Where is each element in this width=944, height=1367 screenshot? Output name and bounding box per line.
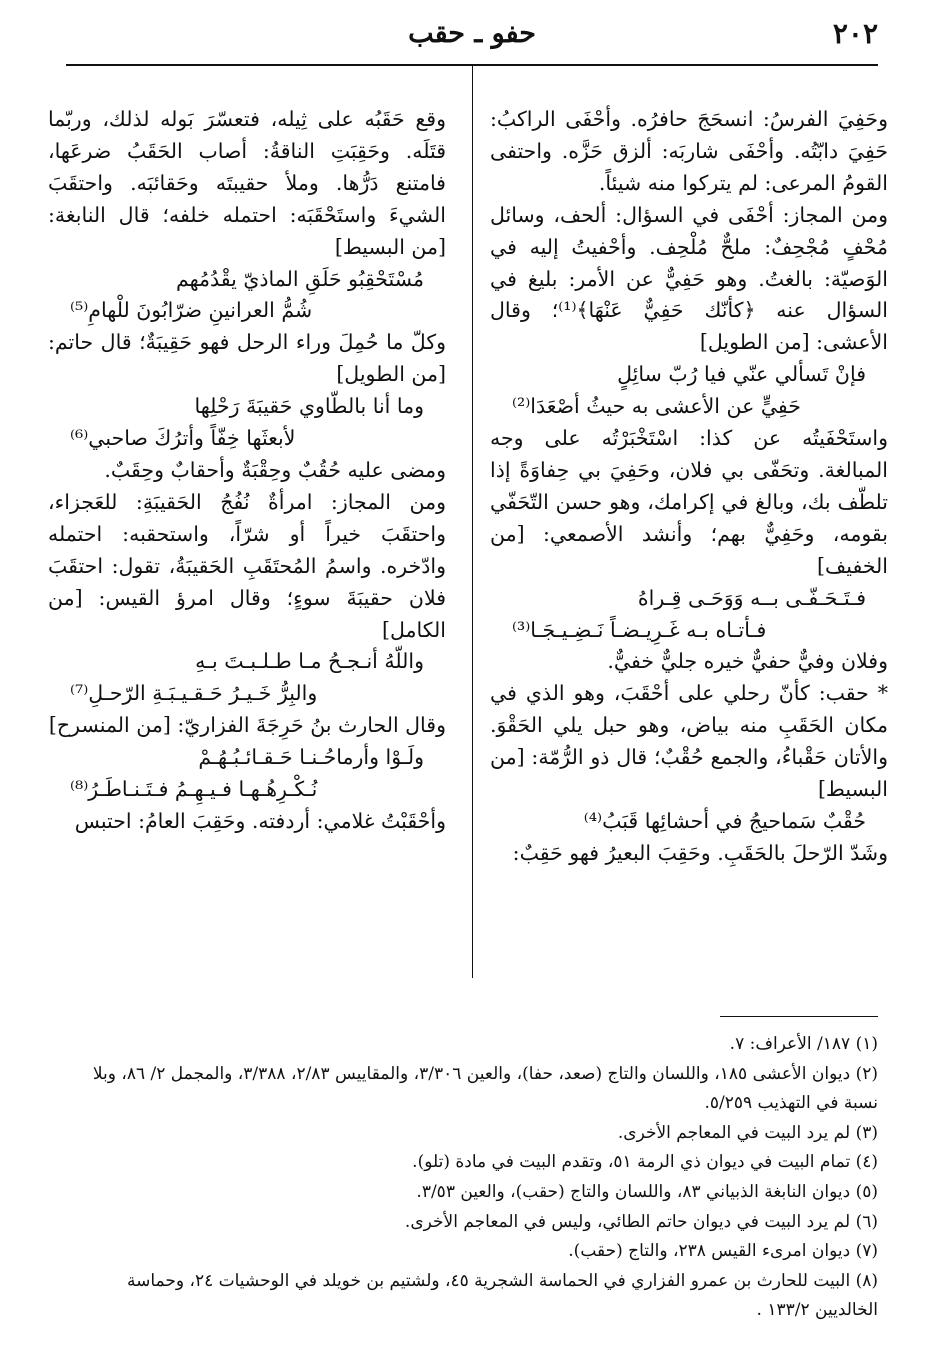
verse-hemistich-first: مُسْتَحْقِبُو حَلَقِ الماذيّ يقْدُمُهم bbox=[175, 266, 424, 291]
verse bbox=[490, 583, 888, 647]
paragraph: وقع حَقَبُه على ثِيله، فتعسّرَ بَوله لذلك، وربّما قتَلَه. وحَقِبَتِ الناقةُ: أصاب الحَقَبُ ضرعَها، فامتنع دَرُّها. وملأ حقيبتَه وحَقائبَه. واحتقَبَ الشيءَ واستَحْقَبَه: احتمله خلفه؛ قال النابغة: [من البسيط] bbox=[48, 107, 446, 259]
footnote: (١) ١٨٧/ الأعراف: ٧. bbox=[729, 1034, 878, 1054]
verse bbox=[490, 806, 888, 838]
entry-paragraph: * حقب: كأنّ رحلي على أحْقَبَ، وهو الذي في مكان الحَقَبِ منه بياض، وهو حبل يلي الحَقْوَ. والأتان حَقْباءُ، والجمع حُقْبٌ؛ قال ذو الرُّمّة: [من البسيط] bbox=[490, 681, 888, 802]
footnote: (٥) ديوان النابغة الذبياني ٨٣، واللسان والتاج (حقب)، والعين ٣/٥٣. bbox=[416, 1181, 878, 1202]
footnote-rule bbox=[720, 1016, 878, 1017]
verse-hemistich-first: وما أنا بالطّاوي حَقيبَةَ رَحْلِها bbox=[194, 394, 424, 419]
paragraph: وحَفِيَ الفرسُ: انسحَجَ حافرُه. وأحْفَى الراكبُ: حَفِيَ دابّتُه. وأحْفَى شاربَه: ألزق حَزَّه. واحتفى القومُ المرعى: لم يتركوا منه شيئاً. bbox=[490, 107, 888, 195]
footnotes bbox=[66, 1030, 878, 1326]
verse-hemistich-second: حَفِيٍّ عن الأعشى به حيثُ أصْعَدَا⁽²⁾ bbox=[512, 394, 801, 419]
paragraph: وفلان وفيٌّ حفيٌّ خيره جليٌّ خفيٌّ. bbox=[607, 649, 888, 674]
verse-hemistich-second: فـأتـاه بـه غَـرِيـضـاً نَـضِـيـجَـا⁽³⁾ bbox=[512, 617, 767, 642]
verse bbox=[48, 391, 446, 455]
verse bbox=[48, 742, 446, 806]
footnote: (٤) تمام البيت في ديوان ذي الرمة ٥١، وتقدم البيت في مادة (تلو). bbox=[412, 1152, 878, 1173]
page-number: ٢٠٢ bbox=[832, 17, 878, 50]
paragraph: ومضى عليه حُقُبٌ وحِقْبَةٌ وأحقابٌ وحِقَبٌ. bbox=[104, 457, 446, 482]
footnote: (٧) ديوان امرىء القيس ٢٣٨، والتاج (حقب). bbox=[568, 1241, 878, 1262]
verse-hemistich-first: فإنْ تَسألي عنّي فيا رُبّ سائِلٍ bbox=[617, 362, 866, 387]
paragraph: وأحْقَبْتُ غلامي: أردفته. وحَقِبَ العامُ: احتبس bbox=[74, 808, 446, 833]
paragraph: ومن المجاز: أحْفَى في السؤال: ألحف، وسائل مُحْفٍ مُجْحِفٌ: ملحٌّ مُلْحِف. وأحْفيتُ إليه في الوَصيّة: بالغتُ. وهو حَفِيٌّ عن الأمر: بليغ في السؤال عنه ﴿كأنّك حَفِيٌّ عَنْهَا﴾⁽¹⁾؛ وقال الأعشى: [من الطويل] bbox=[490, 202, 888, 355]
footnote: (٦) لم يرد البيت في ديوان حاتم الطائي، وليس في المعاجم الأخرى. bbox=[404, 1211, 878, 1232]
paragraph: وشَدّ الرّحلَ بالحَقَبِ. وحَقِبَ البعيرُ فهو حَقِبٌ: bbox=[512, 840, 888, 865]
footnote: (٣) لم يرد البيت في المعاجم الأخرى. bbox=[617, 1122, 878, 1143]
verse bbox=[48, 646, 446, 710]
left-column bbox=[48, 104, 446, 984]
paragraph: ومن المجاز: امرأةٌ نُفُجُ الحَقيبَةِ: للعَجزاء، واحتقَبَ خيراً أو شرّاً، واستحقبه: احتمله وادّخره. واسمُ المُحتَقَبِ الحَقيبَةُ، تقول: احتقَبَ فلان حقيبَةَ سوءٍ؛ وقال امرؤ القيس: [من الكامل] bbox=[48, 489, 446, 642]
verse-hemistich-first: واللّهُ أنـجـحُ مـا طـلـبـتَ بـهِ bbox=[195, 649, 424, 674]
verse-hemistich-first: ولَـوْا وأرماحُـنـا حَـقـائـبُـهُـمْ bbox=[198, 745, 424, 770]
verse-hemistich-first: حُقْبٌ سَماحيجُ في أحشائِها قَبَبُ⁽⁴⁾ bbox=[583, 808, 866, 833]
verse-hemistich-second: لأبعثَها خِفّاً وأترُكَ صاحبي⁽⁶⁾ bbox=[70, 426, 296, 451]
paragraph: وكلّ ما حُمِلَ وراء الرحل فهو حَقِيبَةٌ؛ قال حاتم: [من الطويل] bbox=[48, 330, 446, 387]
verse-hemistich-second: شُمُّ العرانينِ ضرّابُونَ للْهامِ⁽⁵⁾ bbox=[70, 298, 313, 323]
running-title: حفو ـ حقب bbox=[408, 18, 536, 49]
paragraph: وقال الحارث بنُ حَرِجَةَ الفزاريّ: [من المنسرح] bbox=[48, 713, 446, 738]
paragraph: واستَحْفَيتُه عن كذا: اسْتَخْبَرْتُه على وجه المبالغة. وتحَفّى بي فلان، وحَفِيَ بي حِفاوَةً إذا تلطّف بك، وبالغ في إكرامك، وهو حسن التّحَفّي بقومه، وحَفِيٌّ بهم؛ وأنشد الأصمعي: [من الخفيف] bbox=[490, 426, 888, 578]
column-divider bbox=[472, 66, 473, 978]
verse bbox=[48, 264, 446, 328]
verse-hemistich-second: والبِرُّ خَـيـرُ حَـقـيـبَـةِ الرّحـلِ⁽⁷⁾ bbox=[70, 681, 318, 706]
verse-hemistich-second: نُـكْـرِهُـهـا فـيـهِـمُ فـتَـنـاطَـرُ⁽⁸⁾ bbox=[70, 777, 318, 802]
footnote: (٨) البيت للحارث بن عمرو الفزاري في الحماسة الشجرية ٤٥، ولشتيم بن خويلد في الوحشيات ٢٤، وحماسة الخالديين ١٣٣/٢ . bbox=[126, 1270, 878, 1321]
verse-hemistich-first: فـتَـحَـفّـى بــه وَوَحَـى قِـراهُ bbox=[637, 585, 866, 610]
footnote: (٢) ديوان الأعشى ١٨٥، واللسان والتاج (صعد، حفا)، والعين ٣/٣٠٦، والمقاييس ٢/٨٣، ٣/٣٨٨، والمجمل ٢/ ٨٦، وبلا نسبة في التهذيب ٥/٢٥٩. bbox=[92, 1063, 878, 1114]
right-column bbox=[490, 104, 888, 984]
page-header bbox=[66, 14, 878, 58]
verse bbox=[490, 359, 888, 423]
